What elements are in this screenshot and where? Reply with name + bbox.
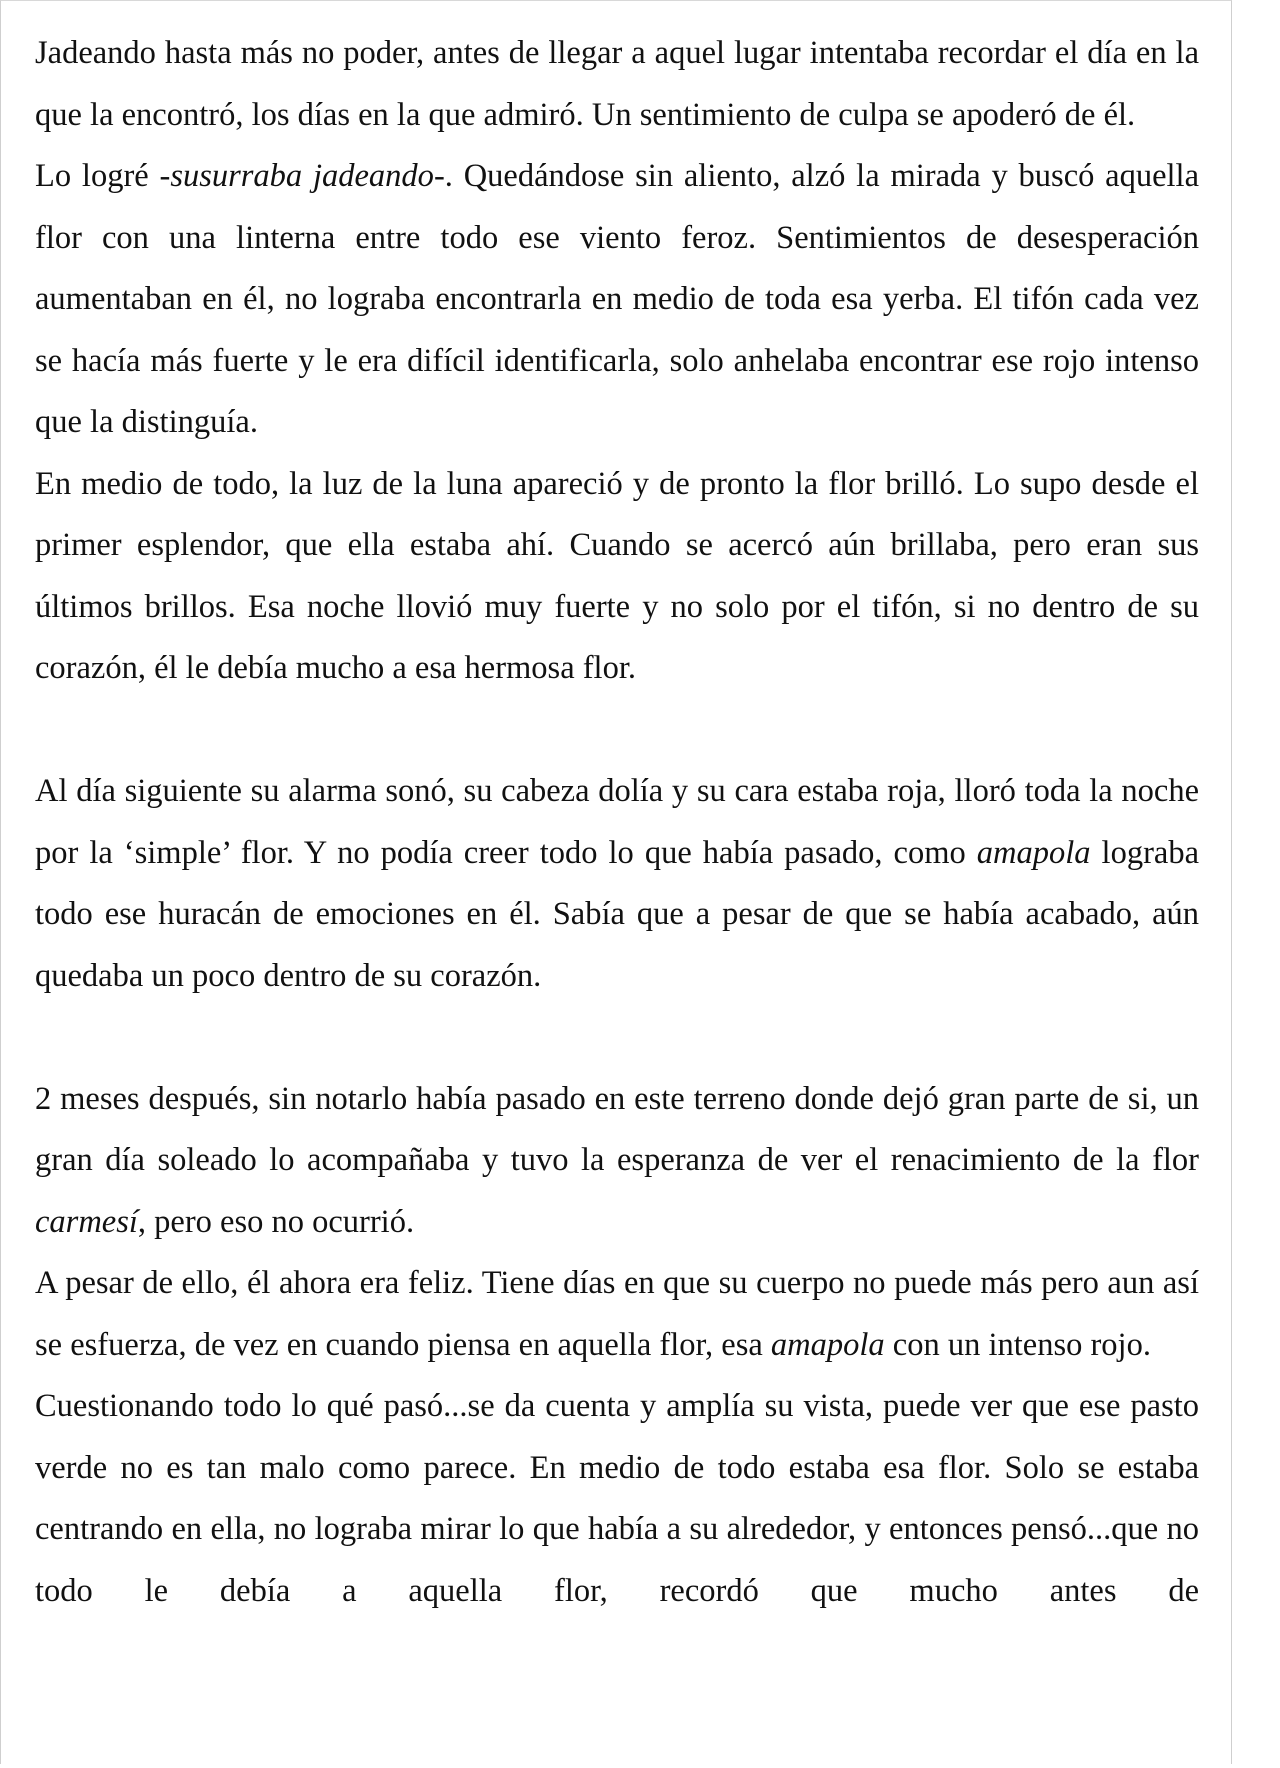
paragraph-6-italic: amapola: [770, 1326, 885, 1363]
paragraph-1-text: Jadeando hasta más no poder, antes de llegar a aquel lugar intentaba recordar el día en la que la encontró, los días en la que admiró. Un sentimiento de culpa se apoderó de él.: [35, 35, 1199, 133]
paragraph-6-text-a: A pesar de ello, él ahora era feliz. Tiene días en que su cuerpo no puede más pero aun así se esfuerza, de vez en cuando piensa en aquella flor, esa: [35, 1265, 1199, 1363]
paragraph-2-text-b: -. Quedándose sin aliento, alzó la mirada y buscó aquella flor con una linterna entre todo ese viento feroz. Sentimientos de desesperación aumentaban en él, no lograba encontrarla en medio de toda esa yerba. El tifón cada vez se hacía más fuerte y le era difícil identificarla, solo anhelaba encontrar ese rojo intenso que la distinguía.: [35, 158, 1200, 440]
blank-line: [35, 700, 1199, 762]
blank-line: [35, 1007, 1199, 1069]
paragraph-4: [35, 761, 1199, 1007]
paragraph-6-text-b: con un intenso rojo.: [884, 1326, 1151, 1363]
paragraph-4-italic: amapola: [976, 834, 1091, 871]
paragraph-5: [35, 1069, 1199, 1254]
paragraph-5-text-a: 2 meses después, sin notarlo había pasado en este terreno donde dejó gran parte de si, un gran día soleado lo acompañaba y tuvo la esperanza de ver el renacimiento de la flor: [35, 1080, 1199, 1178]
paragraph-7: [35, 1376, 1199, 1622]
paragraph-6: [35, 1253, 1199, 1376]
paragraph-3-text: En medio de todo, la luz de la luna apareció y de pronto la flor brilló. Lo supo desde el primer esplendor, que ella estaba ahí. Cuando se acercó aún brillaba, pero eran sus últimos brillos. Esa noche llovió muy fuerte y no solo por el tifón, si no dentro de su corazón, él le debía mucho a esa hermosa flor.: [35, 465, 1199, 686]
paragraph-2-text-a: Lo logré -: [35, 158, 171, 194]
paragraph-1: [35, 23, 1199, 146]
paragraph-4-text-a: Al día siguiente su alarma sonó, su cabeza dolía y su cara estaba roja, lloró toda la noche por la ‘simple’ flor. Y no podía creer todo lo que había pasado, como: [35, 773, 1199, 871]
paragraph-4-text-b: lograba todo ese huracán de emociones en él. Sabía que a pesar de que se había acabado, aún quedaba un poco dentro de su corazón.: [35, 834, 1199, 994]
paragraph-5-text-b: , pero eso no ocurrió.: [137, 1203, 415, 1240]
document-body: [35, 23, 1199, 1622]
paragraph-5-italic: carmesí: [35, 1203, 138, 1240]
paragraph-7-text: Cuestionando todo lo qué pasó...se da cuenta y amplía su vista, puede ver que ese pasto verde no es tan malo como parece. En medio de todo estaba esa flor. Solo se estaba centrando en ella, no lograba mirar lo que había a su alrededor, y entonces pensó...que no todo le debía a aquella flor, recordó que mucho antes de: [35, 1388, 1199, 1609]
paragraph-2-italic: susurraba jadeando: [170, 158, 434, 194]
paragraph-3: [35, 454, 1199, 700]
paragraph-2: [35, 146, 1199, 454]
